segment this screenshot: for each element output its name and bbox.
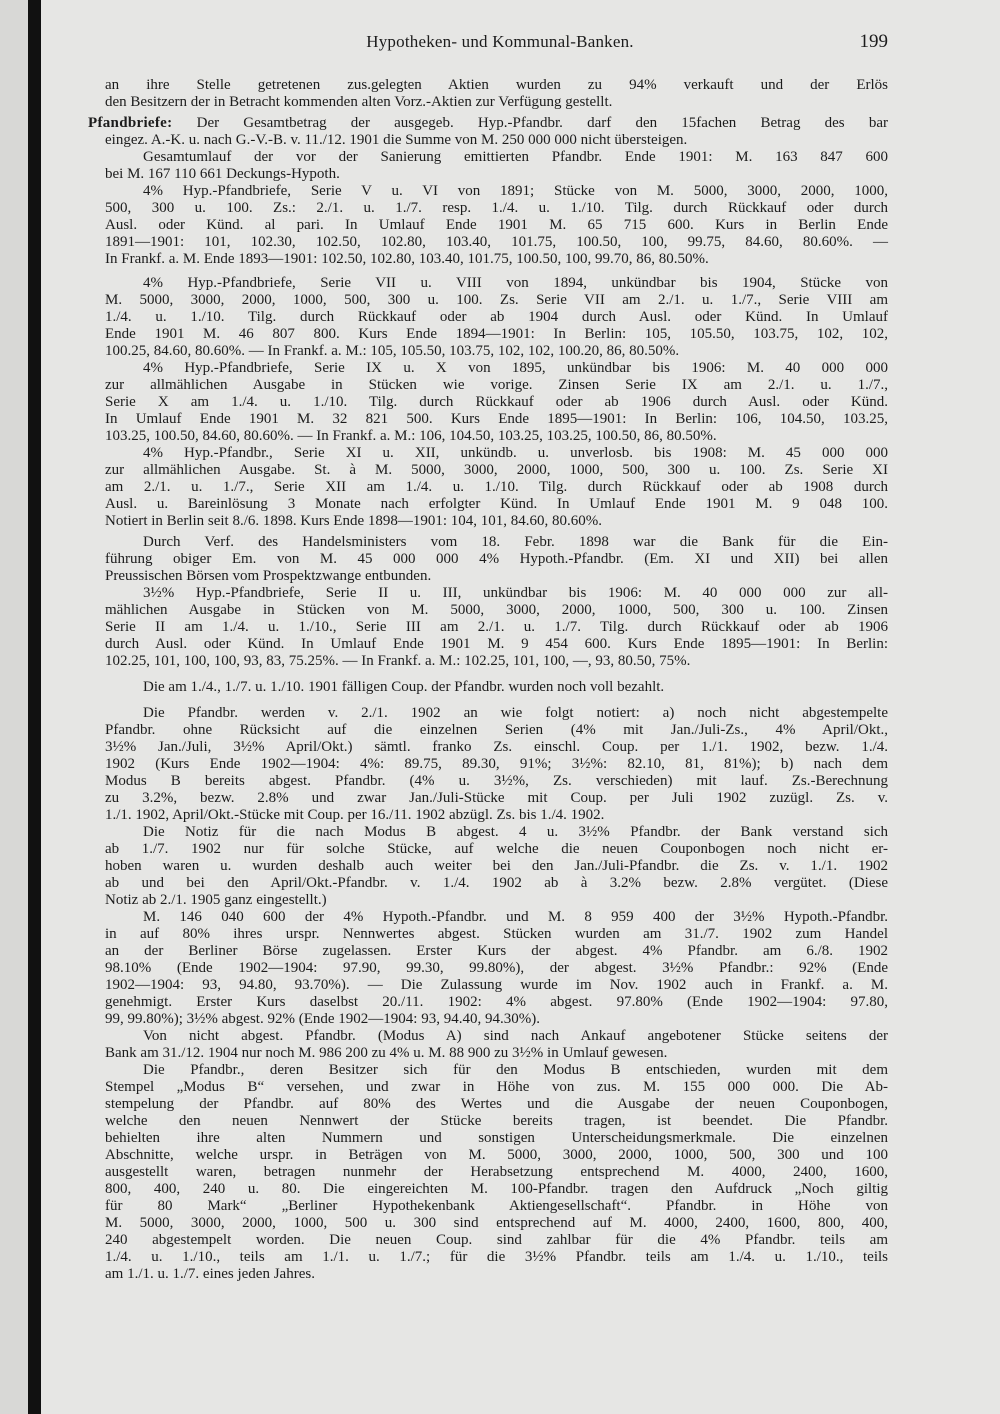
section-lead: Pfandbriefe: — [88, 115, 173, 131]
text-line: 1891—1901: 101, 102.30, 102.50, 102.80, 103.40, 101.75, 100.50, 100, 99.75, 84.60, 80.60%. — — [105, 234, 888, 250]
page-number: 199 — [859, 31, 888, 52]
text-line: Ausl. oder Künd. al pari. In Umlauf Ende 1901 M. 65 715 600. Kurs in Berlin Ende — [105, 217, 888, 233]
text-line: 4% Hyp.-Pfandbriefe, Serie VII u. VIII von 1894, unkündbar bis 1904, Stücke von — [143, 275, 888, 291]
text-line: ab 1./7. 1902 nur für solche Stücke, auf welche die neuen Couponbogen noch nicht er- — [105, 841, 888, 857]
text-line: Bank am 31./12. 1904 nur noch M. 986 200 zu 4% u. M. 88 900 zu 3½% in Umlauf gewesen. — [105, 1045, 668, 1061]
paragraph — [105, 183, 888, 268]
paragraph — [105, 77, 888, 111]
text-line: zur allmählichen Ausgabe. St. à M. 5000, 3000, 2000, 1000, 500, 300 u. 100. Zs. Serie XI — [105, 462, 888, 478]
text-line: Abschnitte, welche urspr. in Beträgen von M. 5000, 3000, 2000, 1000, 500, 300 und 100 — [105, 1147, 888, 1163]
text-line: Notiz ab 2./1. 1905 ganz eingestellt.) — [105, 892, 327, 908]
text-line: zu 3.2%, bezw. 2.8% und zwar Jan./Juli-Stücke mit Coup. per Juli 1902 zuzügl. Zs. v. — [105, 790, 888, 806]
text-line: Serie II am 1./4. u. 1./10., Serie III am 2./1. u. 1./7. Tilg. durch Rückkauf oder ab 1906 — [105, 619, 888, 635]
paragraph — [105, 1062, 888, 1283]
text-line: hoben waren u. wurden deshalb auch weiter bei den Jan./Juli-Pfandbr. die Zs. v. 1./1. 1902 — [105, 858, 888, 874]
text-line: Serie X am 1./4. u. 1./10. Tilg. durch Rückkauf oder ab 1906 durch Ausl. oder Künd. — [105, 394, 888, 410]
text-line: 4% Hyp.-Pfandbriefe, Serie V u. VI von 1891; Stücke von M. 5000, 3000, 2000, 1000, — [143, 183, 888, 199]
text-line: Die Pfandbr. werden v. 2./1. 1902 an wie folgt notiert: a) noch nicht abgestempelte — [143, 705, 888, 721]
text-line: 1902—1904: 93, 94.80, 93.70%). — Die Zulassung wurde im Nov. 1902 auch in Frankf. a. M. — [105, 977, 888, 993]
text-line: 3½% Jan./Juli, 3½% April/Okt.) sämtl. franko Zs. einschl. Coup. per 1./1. 1902, bezw. 1./4. — [105, 739, 888, 755]
paragraph — [105, 275, 888, 360]
text-line: 99, 99.80%); 3½% abgest. 92% (Ende 1902—1904: 93, 94.40, 94.30%). — [105, 1011, 540, 1027]
text-line: für 80 Mark“ „Berliner Hypothekenbank Aktiengesellschaft“. Pfandbr. in Höhe von — [105, 1198, 888, 1214]
text-line: 240 abgestempelt worden. Die neuen Coup. sind zahlbar für die 4% Pfandbr. teils am — [105, 1232, 888, 1248]
text-line: 1./4. u. 1./10. Tilg. durch Rückkauf oder ab 1904 durch Ausl. oder Künd. In Umlauf — [105, 309, 888, 325]
text-line: Die Notiz für die nach Modus B abgest. 4 u. 3½% Pfandbr. der Bank verstand sich — [143, 824, 888, 840]
text-line: 103.25, 100.50, 84.60, 80.60%. — In Frankf. a. M.: 106, 104.50, 103.25, 103.25, 100.50, 86, 80.50%. — [105, 428, 717, 444]
text-line: 1./1. 1902, April/Okt.-Stücke mit Coup. per 16./11. 1902 abzügl. Zs. bis 1./4. 1902. — [105, 807, 605, 823]
text-line: Gesamtumlauf der vor der Sanierung emittierten Pfandbr. Ende 1901: M. 163 847 600 — [143, 149, 888, 165]
paragraph — [105, 1028, 888, 1062]
book-binding-shadow — [28, 0, 41, 1414]
text-line: ab und bei den April/Okt.-Pfandbr. v. 1./4. 1902 ab à 3.2% bezw. 2.8% vergütet. (Diese — [105, 875, 888, 891]
text-line: am 2./1. u. 1./7., Serie XII am 1./4. u. 1./10. Tilg. durch Rückkauf oder ab 1908 durch — [105, 479, 888, 495]
text-line: am 1./1. u. 1./7. eines jeden Jahres. — [105, 1266, 315, 1282]
text-line: Stempel „Modus B“ versehen, und zwar in Höhe von zus. M. 155 000 000. Die Ab- — [105, 1079, 888, 1095]
text-line: Die am 1./4., 1./7. u. 1./10. 1901 fälligen Coup. der Pfandbr. wurden noch voll bezahlt. — [143, 679, 665, 695]
text-line: eingez. A.-K. u. nach G.-V.-B. v. 11./12. 1901 die Summe von M. 250 000 000 nicht übersteigen. — [105, 132, 688, 148]
text-line: an ihre Stelle getretenen zus.gelegten Aktien wurden zu 94% verkauft und der Erlös — [105, 77, 888, 93]
text-line: zur allmählichen Ausgabe in Stücken wie vorige. Zinsen Serie IX am 2./1. u. 1./7., — [105, 377, 888, 393]
text-line: 3½% Hyp.-Pfandbriefe, Serie II u. III, unkündbar bis 1906: M. 40 000 000 zur all- — [143, 585, 888, 601]
text-line: 1./4. u. 1./10., teils am 1./1. u. 1./7.; für die 3½% Pfandbr. teils am 1./4. u. 1./10., teils — [105, 1249, 888, 1265]
text-line: Ende 1901 M. 46 807 800. Kurs Ende 1894—1901: In Berlin: 105, 105.50, 103.75, 102, 102, — [105, 326, 888, 342]
text-line: Von nicht abgest. Pfandbr. (Modus A) sind nach Ankauf angebotener Stücke seitens der — [143, 1028, 888, 1044]
paragraph — [105, 360, 888, 445]
scan-margin — [0, 0, 28, 1414]
text-line: behielten ihre alten Nummern und sonstigen Unterscheidungsmerkmale. Die einzelnen — [105, 1130, 888, 1146]
text-line: Pfandbr. ohne Rücksicht auf die einzelnen Serien (4% mit Jan./Juli-Zs., 4% April/Okt., — [105, 722, 888, 738]
text-line: Preussischen Börsen vom Prospektzwange entbunden. — [105, 568, 432, 584]
text-line: M. 5000, 3000, 2000, 1000, 500, 300 u. 100. Zs. Serie VII am 2./1. u. 1./7., Serie VIII am — [105, 292, 888, 308]
paragraph — [105, 705, 888, 824]
text-line: Die Pfandbr., deren Besitzer sich für den Modus B entschieden, wurden mit dem — [143, 1062, 888, 1078]
text-line: bei M. 167 110 661 Deckungs-Hypoth. — [105, 166, 340, 182]
text-line: 100.25, 84.60, 80.60%. — In Frankf. a. M.: 105, 105.50, 103.75, 102, 102, 100.20, 86, 80.50%. — [105, 343, 680, 359]
paragraph — [105, 585, 888, 670]
text-line: führung obiger Em. von M. 45 000 000 4% Hypoth.-Pfandbr. (Em. XI und XII) bei allen — [105, 551, 888, 567]
text-line: Durch Verf. des Handelsministers vom 18. Febr. 1898 war die Bank für die Ein- — [143, 534, 888, 550]
text-line: M. 146 040 600 der 4% Hypoth.-Pfandbr. und M. 8 959 400 der 3½% Hypoth.-Pfandbr. — [143, 909, 888, 925]
text-line: an der Berliner Börse zugelassen. Erster Kurs der abgest. 4% Pfandbr. am 6./8. 1902 — [105, 943, 888, 959]
text-line: 500, 300 u. 100. Zs.: 2./1. u. 1./7. resp. 1./4. u. 1./10. Tilg. durch Rückkauf oder durch — [105, 200, 888, 216]
text-line: Ausl. u. Bareinlösung 3 Monate nach erfolgter Künd. In Umlauf Ende 1901 M. 9 048 100. — [105, 496, 888, 512]
text-line: 98.10% (Ende 1902—1904: 97.90, 99.30, 99.80%), der abgest. 3½% Pfandbr.: 92% (Ende — [105, 960, 888, 976]
text-line: welche den neuen Nennwert der Stücke bereits tragen, ist beendet. Die Pfandbr. — [105, 1113, 888, 1129]
text-line: mählichen Ausgabe in Stücken von M. 5000, 3000, 2000, 1000, 500, 300 u. 100. Zinsen — [105, 602, 888, 618]
text-line — [88, 115, 888, 132]
text-line: genehmigt. Erster Kurs daselbst 20./11. 1902: 4% abgest. 97.80% (Ende 1902—1904: 97.80, — [105, 994, 888, 1010]
text-line: ausgestellt waren, betragen nunmehr der Herabsetzung entsprechend M. 4000, 2400, 1600, — [105, 1164, 888, 1180]
paragraph — [105, 679, 888, 696]
text-line: den Besitzern der in Betracht kommenden alten Vorz.-Aktien zur Verfügung gestellt. — [105, 94, 613, 110]
paragraph — [105, 445, 888, 530]
text-line: M. 5000, 3000, 2000, 1000, 500 u. 300 sind entsprechend auf M. 4000, 2400, 1600, 800, 400, — [105, 1215, 888, 1231]
paragraph — [105, 149, 888, 183]
paragraph — [105, 534, 888, 585]
text-line: stempelung der Pfandbr. auf 80% des Wertes und die Ausgabe der neuen Couponbogen, — [105, 1096, 888, 1112]
text-line: In Umlauf Ende 1901 M. 32 821 500. Kurs Ende 1895—1901: In Berlin: 106, 104.50, 103.25, — [105, 411, 888, 427]
text-line: 4% Hyp.-Pfandbr., Serie XI u. XII, unkündb. u. unverlosb. bis 1908: M. 45 000 000 — [143, 445, 888, 461]
running-header: Hypotheken- und Kommunal-Banken. — [366, 32, 634, 51]
text-line: 1902 (Kurs Ende 1902—1904: 4%: 89.75, 89.30, 91%; 3½%: 82.10, 81, 81%); b) nach dem — [105, 756, 888, 772]
text-line: in auf 80% ihres urspr. Nennwertes abgest. Stücken wurden am 31./7. 1902 zum Handel — [105, 926, 888, 942]
text-run: Der Gesamtbetrag der ausgegeb. Hyp.-Pfandbr. darf den 15fachen Betrag des bar — [172, 115, 888, 131]
text-line: Modus B bereits abgest. Pfandbr. (4% u. 3½%, Zs. verschieden) mit lauf. Zs.-Berechnung — [105, 773, 888, 789]
paragraph — [105, 824, 888, 909]
paragraph — [105, 909, 888, 1028]
paragraph — [88, 115, 888, 149]
text-line: durch Ausl. oder Künd. In Umlauf Ende 1901 M. 9 454 600. Kurs Ende 1895—1901: In Berlin: — [105, 636, 888, 652]
text-line: Notiert in Berlin seit 8./6. 1898. Kurs Ende 1898—1901: 104, 101, 84.60, 80.60%. — [105, 513, 603, 529]
text-line: 800, 400, 240 u. 80. Die eingereichten M. 100-Pfandbr. tragen den Aufdruck „Noch giltig — [105, 1181, 888, 1197]
text-line: In Frankf. a. M. Ende 1893—1901: 102.50, 102.80, 103.40, 101.75, 100.50, 100, 99.70, 86, 80.50%. — [105, 251, 709, 267]
text-line: 102.25, 101, 100, 100, 93, 83, 75.25%. — In Frankf. a. M.: 102.25, 101, 100, —, 93, 80.50, 75%. — [105, 653, 691, 669]
body-text — [88, 77, 888, 1283]
text-line: 4% Hyp.-Pfandbriefe, Serie IX u. X von 1895, unkündbar bis 1906: M. 40 000 000 — [143, 360, 888, 376]
